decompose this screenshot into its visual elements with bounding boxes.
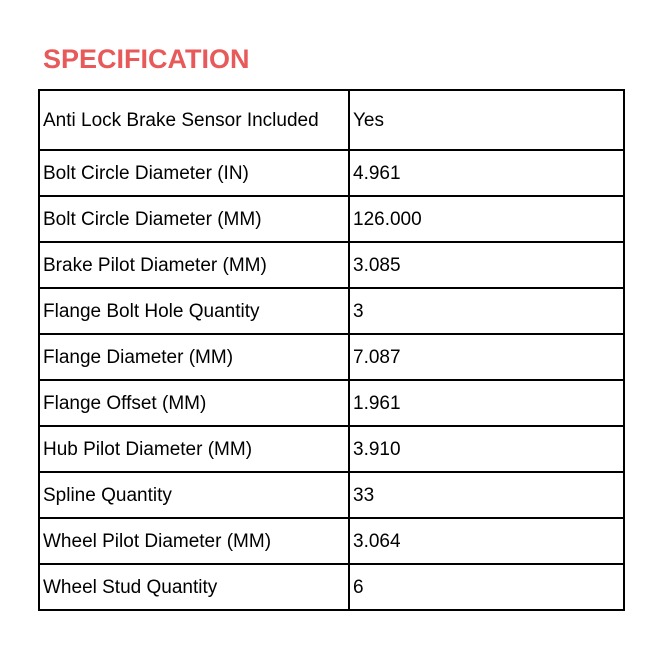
spec-value: 33 bbox=[349, 472, 624, 518]
spec-label: Wheel Pilot Diameter (MM) bbox=[39, 518, 349, 564]
spec-label: Hub Pilot Diameter (MM) bbox=[39, 426, 349, 472]
spec-value: 3.085 bbox=[349, 242, 624, 288]
spec-value: 3.064 bbox=[349, 518, 624, 564]
spec-value: Yes bbox=[349, 90, 624, 150]
spec-label: Brake Pilot Diameter (MM) bbox=[39, 242, 349, 288]
table-row bbox=[39, 380, 624, 426]
table-row bbox=[39, 426, 624, 472]
spec-value: 6 bbox=[349, 564, 624, 610]
spec-value: 1.961 bbox=[349, 380, 624, 426]
table-row bbox=[39, 288, 624, 334]
table-row bbox=[39, 334, 624, 380]
table-row bbox=[39, 518, 624, 564]
spec-label: Flange Diameter (MM) bbox=[39, 334, 349, 380]
table-row bbox=[39, 90, 624, 150]
table-row bbox=[39, 196, 624, 242]
spec-label: Anti Lock Brake Sensor Included bbox=[39, 90, 349, 150]
spec-label: Bolt Circle Diameter (MM) bbox=[39, 196, 349, 242]
spec-value: 7.087 bbox=[349, 334, 624, 380]
spec-value: 3 bbox=[349, 288, 624, 334]
table-row bbox=[39, 242, 624, 288]
spec-label: Flange Offset (MM) bbox=[39, 380, 349, 426]
spec-label: Spline Quantity bbox=[39, 472, 349, 518]
table-row bbox=[39, 564, 624, 610]
table-row bbox=[39, 472, 624, 518]
table-row bbox=[39, 150, 624, 196]
page-title: SPECIFICATION bbox=[43, 44, 250, 74]
spec-value: 4.961 bbox=[349, 150, 624, 196]
spec-label: Wheel Stud Quantity bbox=[39, 564, 349, 610]
spec-label: Flange Bolt Hole Quantity bbox=[39, 288, 349, 334]
spec-value: 3.910 bbox=[349, 426, 624, 472]
spec-value: 126.000 bbox=[349, 196, 624, 242]
specification-table bbox=[38, 89, 625, 611]
spec-label: Bolt Circle Diameter (IN) bbox=[39, 150, 349, 196]
